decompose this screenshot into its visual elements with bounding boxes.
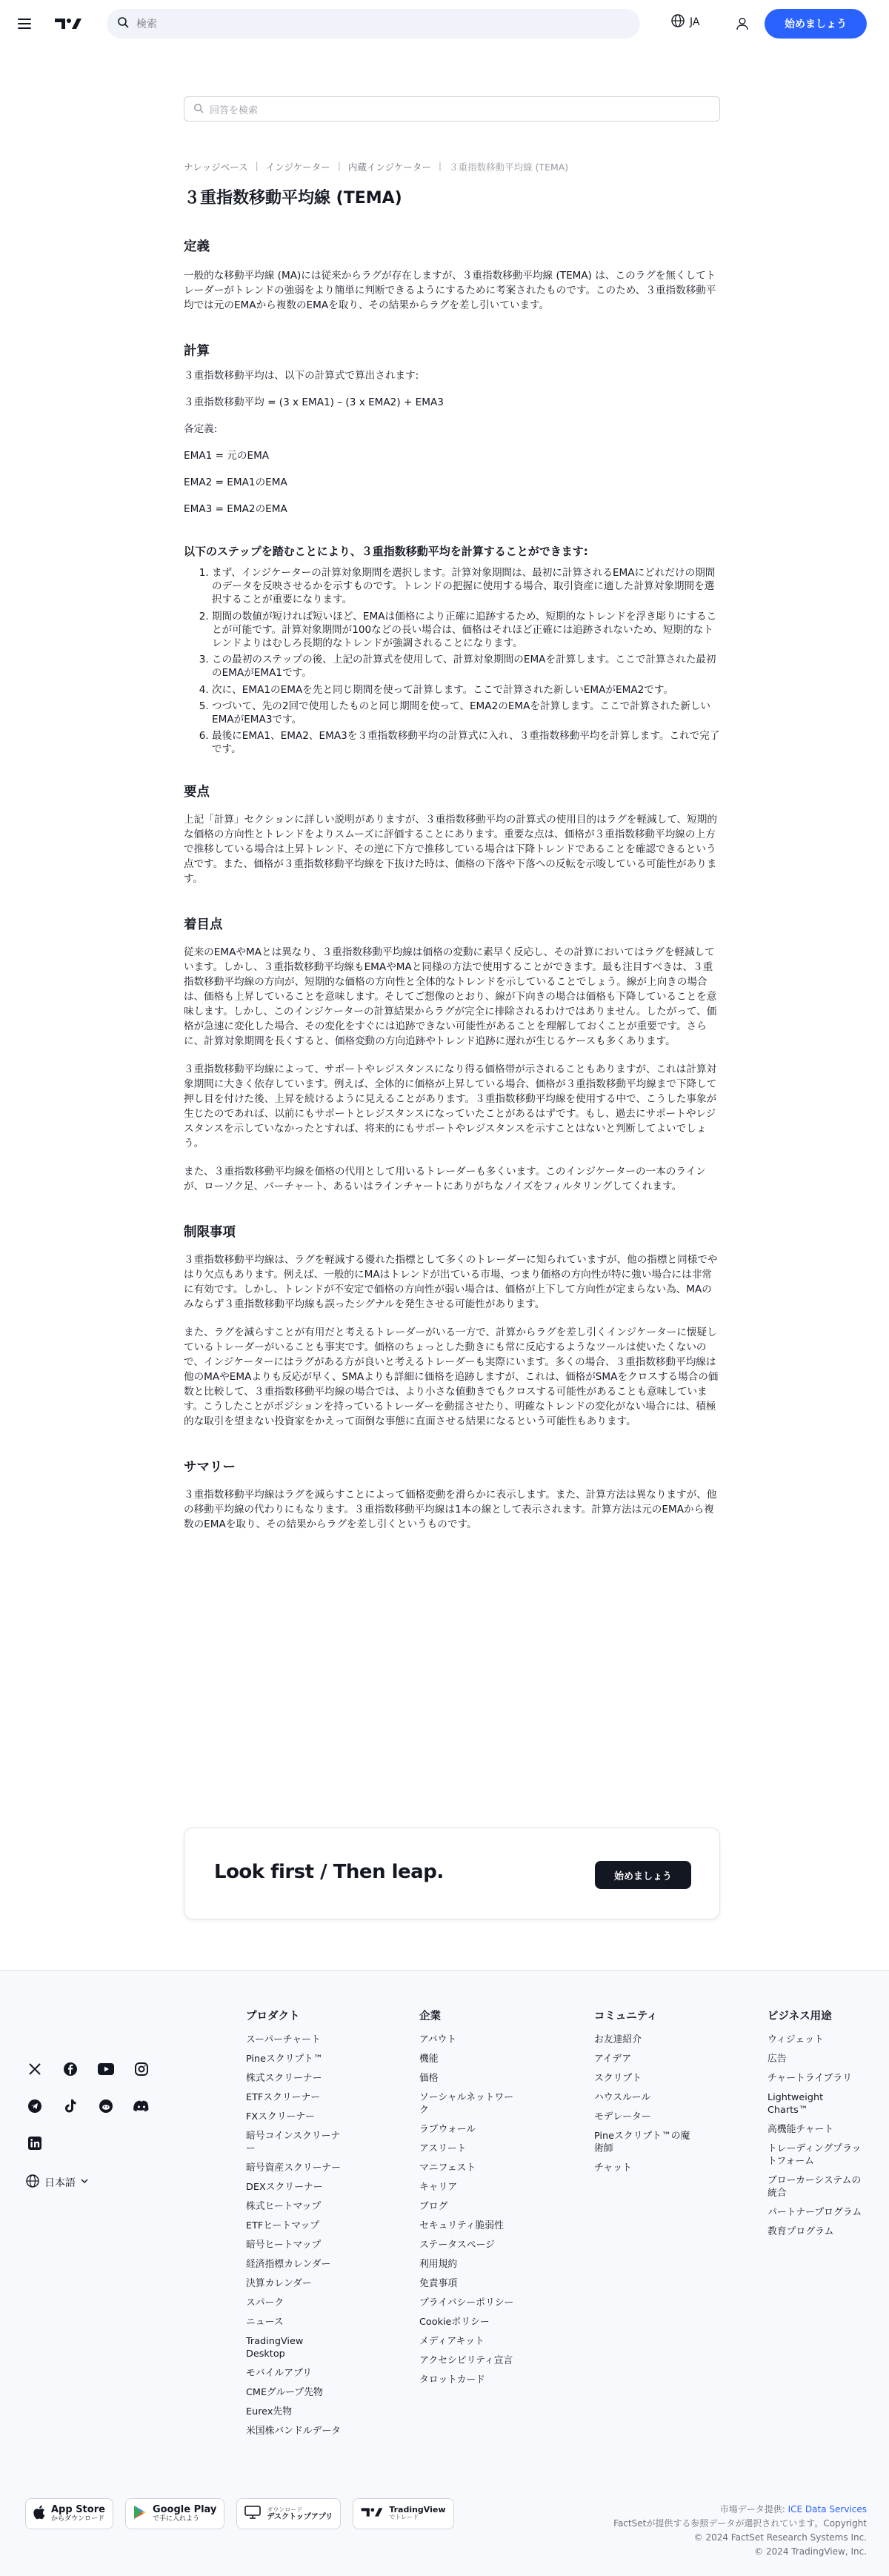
calc-given: 各定義: <box>184 423 218 435</box>
breadcrumb-item-builtin[interactable]: 内蔵インジケーター <box>347 162 431 173</box>
ice-data-link[interactable]: ICE Data Services <box>788 2504 867 2514</box>
footer-link[interactable]: Lightweight Charts™ <box>768 2092 824 2116</box>
google-play-icon <box>133 2505 147 2523</box>
footer-legal <box>613 2503 867 2559</box>
footer-link[interactable]: 米国株バンドルデータ <box>246 2426 341 2437</box>
app-badges <box>25 2498 454 2529</box>
footer-link[interactable]: スパーク <box>246 2297 284 2308</box>
footer-link[interactable]: チャット <box>594 2162 632 2174</box>
footer-link[interactable]: CMEグループ先物 <box>246 2387 323 2398</box>
footer-link[interactable]: ラブウォール <box>419 2124 476 2135</box>
footer-link[interactable]: トレーディングプラットフォーム <box>768 2143 862 2167</box>
list-item: 5. つづいて、先の2回で使用したものと同じ期間を使って、EMA2のEMAを計算します。ここで計算された新しいEMAがEMA3です。 <box>212 700 720 726</box>
tradingview-badge[interactable] <box>353 2498 453 2529</box>
badge-subtitle: で手に入れよう <box>152 2515 199 2523</box>
footer-link[interactable]: 利用規約 <box>419 2259 458 2270</box>
footer-link[interactable]: ニュース <box>246 2317 284 2328</box>
reddit-icon[interactable] <box>96 2097 116 2116</box>
footer-link[interactable]: ハウスルール <box>594 2092 651 2103</box>
section-heading: 要点 <box>184 784 210 800</box>
badge-title: Google Play <box>152 2504 217 2515</box>
monitor-icon <box>244 2506 261 2522</box>
footer-link[interactable]: Cookieポリシー <box>419 2317 490 2328</box>
footer-link[interactable]: Eurex先物 <box>246 2406 292 2417</box>
footer-link[interactable]: プライバシーポリシー <box>419 2297 514 2308</box>
footer-link[interactable]: メディアキット <box>419 2336 485 2347</box>
footer-link[interactable]: 株式ヒートマップ <box>246 2201 322 2212</box>
section-heading: 定義 <box>184 239 210 254</box>
linkedin-icon[interactable] <box>25 2134 44 2153</box>
footer-link[interactable]: ETFスクリーナー <box>246 2092 321 2103</box>
footer-link[interactable]: チャートライブラリ <box>768 2073 853 2084</box>
footer-column-heading: プロダクト <box>246 2011 300 2022</box>
section-text: 一般的な移動平均線 (MA)には従来からラグが存在しますが、３重指数移動平均線 (TEMA) は、このラグを無くしてトレーダーがトレンドの強弱をより簡単に判断できるようにするために考案されたものです。このため、３重指数移動平均では元のEMAから複数のEMAを取り、その結果からラグを差し引いています。 <box>184 270 716 311</box>
section-calculation <box>184 341 720 517</box>
section-text: 上記「計算」セクションに詳しい説明がありますが、３重指数移動平均の計算式の使用目的はラグを軽減して、短期的な価格の方向性とトレンドをよりスムーズに評価することにあります。重要な点は、価格が３重指数移動平均線の上方で推移している場合は上昇トレンド、その逆に下方で推移している場合は下降トレンドであることを確認できるという点です。また、価格が３重指数移動平均線を下抜けた時は、価格の下落や下落への反転を示唆している可能性があります。 <box>184 813 717 885</box>
footer-link[interactable]: タロットカード <box>419 2374 485 2386</box>
calc-def-2: EMA2 = EMA1のEMA <box>184 477 287 488</box>
footer-link[interactable]: ブログ <box>419 2201 448 2212</box>
discord-icon[interactable] <box>132 2097 151 2116</box>
footer-column-business <box>768 2008 864 2245</box>
calc-def-3: EMA3 = EMA2のEMA <box>184 503 287 515</box>
footer-link[interactable]: ウィジェット <box>768 2034 824 2045</box>
footer-link[interactable]: Pineスクリプト™の魔術師 <box>594 2131 690 2154</box>
footer-link[interactable]: 暗号ヒートマップ <box>246 2240 322 2251</box>
desktop-app-badge[interactable] <box>236 2498 341 2529</box>
footer-link[interactable]: Pineスクリプト™ <box>246 2054 323 2065</box>
section-watch <box>184 914 720 1194</box>
footer-link[interactable]: FXスクリーナー <box>246 2111 315 2122</box>
footer-link[interactable]: セキュリティ脆弱性 <box>419 2220 504 2231</box>
article <box>184 96 720 1532</box>
hamburger-menu-icon[interactable] <box>18 13 39 34</box>
data-provider-line <box>613 2503 867 2517</box>
list-item: 3. この最初のステップの後、上記の計算式を使用して、計算対象期間のEMAを計算します。ここで計算された最初のEMAがEMA1です。 <box>212 653 720 680</box>
badge-title: App Store <box>51 2504 105 2515</box>
footer-language-select[interactable] <box>25 2174 89 2191</box>
footer-link[interactable]: 決算カレンダー <box>246 2278 312 2289</box>
google-play-badge[interactable] <box>125 2498 224 2529</box>
footer-link[interactable]: 免責事項 <box>419 2278 458 2289</box>
social-links <box>25 2059 153 2153</box>
footer-link[interactable]: 教育プログラム <box>768 2226 834 2237</box>
footer-link[interactable]: TradingView Desktop <box>246 2336 304 2360</box>
cta-start-button[interactable]: 始めましょう <box>595 1861 691 1889</box>
calc-def-1: EMA1 = 元のEMA <box>184 450 270 462</box>
badge-subtitle: からダウンロード <box>51 2515 105 2523</box>
badge-subtitle: ダウンロード <box>267 2506 303 2513</box>
badge-title: デスクトップアプリ <box>267 2513 333 2521</box>
footer-link[interactable]: モデレーター <box>594 2111 651 2122</box>
footer-column-community <box>594 2008 690 2181</box>
globe-icon <box>670 13 685 31</box>
footer-link[interactable]: 経済指標カレンダー <box>246 2259 331 2270</box>
footer-link[interactable]: ブローカーシステムの統合 <box>768 2175 862 2199</box>
youtube-icon[interactable] <box>96 2059 116 2079</box>
footer-link[interactable]: パートナープログラム <box>768 2207 862 2218</box>
tradingview-copyright: © 2024 TradingView, Inc. <box>754 2546 867 2557</box>
section-definition <box>184 236 720 313</box>
footer-link[interactable]: DEXスクリーナー <box>246 2182 323 2193</box>
footer-link[interactable]: 広告 <box>768 2054 787 2065</box>
section-heading: 制限事項 <box>184 1224 236 1240</box>
section-heading: 着目点 <box>184 917 223 932</box>
badge-title: TradingView <box>389 2505 446 2514</box>
section-text: ３重指数移動平均線はラグを減らすことによって価格変動を滑らかに表示します。また、計算方法は異なりますが、他の移動平均線の代わりにもなります。３重指数移動平均線は1本の線として表示されます。計算方法は元のEMAから複数のEMAを取り、その結果からラグを差し引くというものです。 <box>184 1488 717 1530</box>
breadcrumb-item-kb[interactable]: ナレッジベース <box>184 162 248 173</box>
section-text: ３重指数移動平均線は、ラグを軽減する優れた指標として多くのトレーダーに知られていますが、他の指標と同様でやはり欠点もあります。例えば、一般的にMAはトレンドが出ている市場、つまり価格の方向性が特に強い場合には非常に有効です。しかし、トレンドが不安定で価格の方向性が弱い場合は、価格が上下して方向性が定まらない為、MAのみならず３重指数移動平均線も誤ったシグナルを発生させる可能性があります。 <box>184 1253 718 1310</box>
section-steps <box>184 543 720 757</box>
breadcrumb-item-indicators[interactable]: インジケーター <box>265 162 330 173</box>
footer-link[interactable]: 高機能チャート <box>768 2124 834 2135</box>
language-switch[interactable] <box>670 13 699 31</box>
section-text: また、ラグを減らすことが有用だと考えるトレーダーがいる一方で、計算からラグを差し引くインジケーターに懐疑しているトレーダーがいることも事実です。価格のちょっとした動きにも常に反応するようなツールは使いたくないので、インジケーターにはラグがある方が良いと考えるトレーダーも実際にいます。多くの場合、３重指数移動平均線は他のMAやEMAよりも反応が早く、SMAよりも詳細に価格を追跡しますが、これは、価格がSMAをクロスする場合の価数と比較して、３重指数移動平均線の場合では、より小さな値動きでもクロスする可能性があることも意味しています。こうしたことがポジションを持っているトレーダーを動揺させたり、明確なトレンドの変化がない場合には、積極的な取引を望まない投資家をかえって面倒な事態に直面させる結果になるという可能性もあります。 <box>184 1326 719 1427</box>
footer-column-company <box>419 2008 516 2393</box>
section-heading: 計算 <box>184 344 210 359</box>
facebook-icon[interactable] <box>61 2059 80 2079</box>
answer-search-input[interactable] <box>184 96 720 122</box>
section-text: 従来のEMAやMAとは異なり、３重指数移動平均線は価格の変動に素早く反応し、その計算においてはラグを軽減しています。しかし、３重指数移動平均線もEMAやMAと同様の方法で使用することができます。最も注目すべきは、３重指数移動平均線の方向が、短期的な価格の方向性と全体的なトレンドを示していることでしょう。線が上向きの場合は、価格も上昇していることを意味します。そしてご想像のとおり、線が下向きの場合は価格も下降していることを意味します。しかし、このインジケーターの計算結果からラグが完全に排除されるわけではありません。したがって、価格が急速に変化した場合、その変化をすぐには追跡できない可能性があることを理解しておくことが重要です。さらに、計算対象期間を長くすると、価格変動の方向追跡やトレンド追跡に遅れが生じるケースも多くあります。 <box>184 946 717 1047</box>
steps-heading: 以下のステップを踏むことにより、３重指数移動平均を計算することができます: <box>184 545 588 558</box>
footer-link[interactable]: ソーシャルネットワーク <box>419 2092 514 2116</box>
language-label: 日本語 <box>44 2177 76 2189</box>
section-text: また、３重指数移動平均線を価格の代用として用いるトレーダーも多くいます。このインジケーターの一本のラインが、ローソク足、バーチャート、あるいはラインチャートにありがちなノイズをフィルタリングしてくれます。 <box>184 1165 706 1192</box>
search-placeholder: 検索 <box>136 19 157 30</box>
list-item: 2. 期間の数値が短ければ短いほど、EMAは価格により正確に追跡するため、短期的なトレンドを浮き彫りにすることが可能です。計算対象期間が100などの長い場合は、価格はそれほど正確には追跡されないため、短期的なトレンドよりはむしろ長期的なトレンドが強調されることになります。 <box>212 610 720 651</box>
footer-column-heading: 企業 <box>419 2011 441 2022</box>
list-item: 6. 最後にEMA1、EMA2、EMA3を３重指数移動平均の計算式に入れ、３重指数移動平均を計算します。これで完了です。 <box>212 729 720 756</box>
instagram-icon[interactable] <box>132 2059 151 2079</box>
footer-link[interactable]: 株式スクリーナー <box>246 2073 322 2084</box>
factset-copyright: © 2024 FactSet Research Systems Inc. <box>693 2532 867 2543</box>
section-limitations <box>184 1222 720 1429</box>
breadcrumb-item-current: ３重指数移動平均線 (TEMA) <box>449 162 569 173</box>
calc-intro: ３重指数移動平均は、以下の計算式で算出されます: <box>184 370 419 382</box>
data-provider-prefix: 市場データ提供: <box>719 2504 788 2514</box>
footer-link[interactable]: 機能 <box>419 2054 439 2065</box>
cta-title: Look first / Then leap. <box>214 1861 444 1883</box>
chevron-down-icon <box>80 2177 89 2188</box>
page-title: ３重指数移動平均線 (TEMA) <box>184 189 402 208</box>
search-input[interactable] <box>107 9 640 39</box>
section-text: ３重指数移動平均線によって、サポートやレジスタンスになり得る価格帯が示されることもありますが、これは計算対象期間に大きく依存しています。例えば、全体的に価格が上昇している場合、価格が３重指数移動平均線まで下降して押し目を付けた後、上昇を続けるように見えることがあります。３重指数移動平均線を使用する中で、こうした事象が生じたのであれば、以前にもサポートとレジスタンスになっていたことがあるはずです。もし、過去にサポートやレジスタンスを示していなかったとすれば、将来的にもサポートやレジスタンスを示すことはないと判断してよいでしょう。 <box>184 1063 717 1149</box>
footer-link[interactable]: 暗号資産スクリーナー <box>246 2162 341 2174</box>
footer-link[interactable]: ETFヒートマップ <box>246 2220 320 2231</box>
tradingview-logo[interactable] <box>55 15 84 33</box>
steps-list <box>184 566 720 757</box>
globe-icon <box>25 2174 40 2191</box>
user-icon[interactable] <box>732 13 753 34</box>
factset-line: FactSetが提供する参照データが選択されています。Copyright <box>613 2518 867 2529</box>
section-summary <box>184 1457 720 1532</box>
badge-subtitle: でトレード <box>389 2514 419 2520</box>
search-icon <box>117 16 129 31</box>
breadcrumb: ナレッジベース | インジケーター | 内蔵インジケーター | ３重指数移動平均線 (TEMA) <box>184 160 569 173</box>
answer-search-placeholder: 回答を検索 <box>210 104 259 116</box>
x-icon[interactable] <box>25 2059 44 2079</box>
footer-link[interactable]: 暗号コインスクリーナー <box>246 2131 341 2154</box>
footer-link[interactable]: お友達紹介 <box>594 2034 642 2045</box>
top-header <box>0 0 889 47</box>
footer-link[interactable]: スーパーチャート <box>246 2034 321 2045</box>
footer-column-products <box>246 2008 342 2444</box>
footer-link[interactable]: モバイルアプリ <box>246 2368 313 2379</box>
tiktok-icon[interactable] <box>61 2097 80 2116</box>
footer <box>0 1970 889 2576</box>
footer-link[interactable]: 価格 <box>419 2073 439 2084</box>
tradingview-logo <box>361 2506 383 2521</box>
section-heading: サマリー <box>184 1459 236 1475</box>
footer-column-heading: ビジネス用途 <box>768 2011 832 2022</box>
footer-link[interactable]: スクリプト <box>594 2073 642 2084</box>
language-label: JA <box>690 16 700 28</box>
list-item: 4. 次に、EMA1のEMAを先と同じ期間を使って計算します。ここで計算された新しいEMAがEMA2です。 <box>212 683 720 697</box>
telegram-icon[interactable] <box>25 2097 44 2116</box>
footer-link[interactable]: ステータスページ <box>419 2240 495 2251</box>
search-icon <box>193 102 204 116</box>
footer-link[interactable]: アスリート <box>419 2143 467 2154</box>
get-started-button[interactable]: 始めましょう <box>765 9 867 39</box>
cta-card <box>184 1828 720 1919</box>
footer-link[interactable]: マニフェスト <box>419 2162 476 2174</box>
footer-link[interactable]: アクセシビリティ宣言 <box>419 2355 513 2366</box>
app-store-badge[interactable] <box>25 2498 113 2529</box>
footer-link[interactable]: アイデア <box>594 2054 632 2065</box>
calc-formula: ３重指数移動平均 = (3 x EMA1) – (3 x EMA2) + EMA3 <box>184 396 444 408</box>
list-item: 1. まず、インジケーターの計算対象期間を選択します。計算対象期間は、最初に計算されるEMAにどれだけの期間のデータを反映させるかを示すものです。トレンドの把握に使用する場合、取引資産に適した計算対象期間を選択することが重要になります。 <box>212 566 720 607</box>
footer-column-heading: コミュニティ <box>594 2011 658 2022</box>
apple-icon <box>33 2505 45 2523</box>
footer-link[interactable]: アバウト <box>419 2034 457 2045</box>
footer-link[interactable]: キャリア <box>419 2182 458 2193</box>
section-takeaways <box>184 782 720 886</box>
